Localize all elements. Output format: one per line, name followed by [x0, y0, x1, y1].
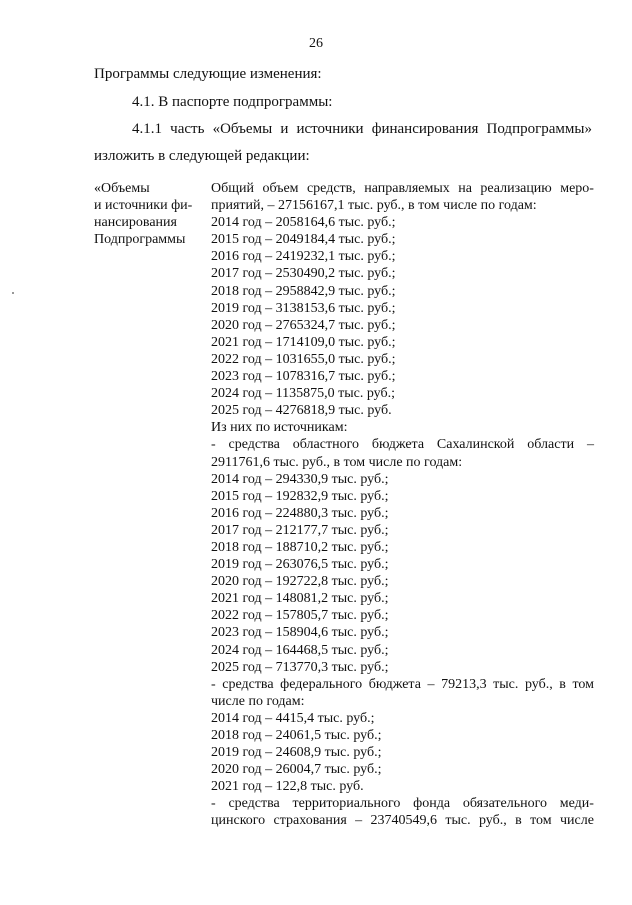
word: –	[586, 437, 594, 453]
word: в	[559, 676, 566, 692]
federal-year-2018: 2018 год – 24061,5 тыс. руб.;	[211, 728, 382, 743]
word: страхования	[273, 813, 347, 829]
total-year-2019: 2019 год – 3138153,6 тыс. руб.;	[211, 300, 396, 316]
intro-line-3	[132, 121, 592, 138]
federal-year-2019: 2019 год – 24608,9 тыс. руб.;	[211, 745, 382, 761]
page-number: 26	[309, 36, 323, 51]
regional-year-2016: 2016 год – 224880,3 тыс. руб.;	[211, 505, 389, 521]
word: -	[211, 676, 216, 692]
word: меди-	[559, 796, 594, 812]
word: Общий	[211, 181, 254, 196]
regional-year-2025: 2025 год – 713770,3 тыс. руб.;	[211, 659, 389, 675]
word: 23740549,6	[370, 813, 438, 829]
word: области	[527, 437, 575, 453]
word: –	[427, 676, 435, 692]
sources-heading: Из них по источникам:	[211, 420, 348, 436]
label-line: нансирования	[94, 215, 177, 231]
word: цинского	[211, 813, 266, 829]
federal-year-2020: 2020 год – 26004,7 тыс. руб.;	[211, 762, 382, 778]
word: тыс.	[493, 676, 519, 692]
word: 4.1.1	[132, 121, 162, 137]
word: средства	[228, 796, 280, 812]
total-year-2017: 2017 год – 2530490,2 тыс. руб.;	[211, 266, 396, 282]
word: средств,	[306, 181, 356, 196]
word: бюджета	[371, 437, 425, 453]
word: финансирования	[371, 121, 479, 137]
financing-content	[211, 180, 594, 830]
regional-line-1	[211, 436, 594, 453]
word: том	[530, 813, 552, 829]
word: и	[280, 121, 289, 137]
federal-year-2014: 2014 год – 4415,4 тыс. руб.;	[211, 710, 375, 726]
fund-line-2	[211, 812, 594, 829]
word: меро-	[560, 181, 594, 196]
section-label	[94, 180, 209, 248]
regional-year-2017: 2017 год – 212177,7 тыс. руб.;	[211, 522, 389, 538]
regional-year-2020: 2020 год – 192722,8 тыс. руб.;	[211, 574, 389, 590]
label-line: Подпрограммы	[94, 232, 186, 248]
regional-year-2019: 2019 год – 263076,5 тыс. руб.;	[211, 557, 389, 573]
regional-year-2015: 2015 год – 192832,9 тыс. руб.;	[211, 488, 389, 504]
total-year-2024: 2024 год – 1135875,0 тыс. руб.;	[211, 386, 395, 402]
word: тыс.	[445, 813, 471, 829]
word: числе	[559, 813, 594, 829]
regional-year-2014: 2014 год – 294330,9 тыс. руб.;	[211, 471, 389, 487]
word: областного	[292, 437, 359, 453]
regional-year-2022: 2022 год – 157805,7 тыс. руб.;	[211, 608, 389, 624]
regional-year-2023: 2023 год – 158904,6 тыс. руб.;	[211, 625, 389, 641]
word: средства	[222, 676, 274, 692]
total-year-2016: 2016 год – 2419232,1 тыс. руб.;	[211, 249, 396, 265]
word: территориального	[292, 796, 401, 812]
word: источники	[296, 121, 364, 137]
intro-line-4: изложить в следующей редакции:	[94, 148, 310, 164]
label-line: и источники фи-	[94, 198, 193, 214]
word: фонда	[413, 796, 451, 812]
word: -	[211, 796, 216, 812]
word: Сахалинской	[436, 437, 515, 453]
fund-line-1	[211, 795, 594, 812]
word: федерального	[280, 676, 363, 692]
intro-line-1: Программы следующие изменения:	[94, 66, 322, 82]
total-year-2023: 2023 год – 1078316,7 тыс. руб.;	[211, 369, 396, 385]
federal-line-2: числе по годам:	[211, 693, 305, 709]
word: реализацию	[480, 181, 552, 196]
total-year-2020: 2020 год – 2765324,7 тыс. руб.;	[211, 317, 396, 333]
word: руб.,	[478, 813, 507, 829]
word: направляемых	[364, 181, 450, 196]
federal-year-2021: 2021 год – 122,8 тыс. руб.	[211, 779, 364, 795]
regional-line-2: 2911761,6 тыс. руб., в том числе по годам:	[211, 454, 463, 470]
word: Подпрограммы»	[486, 121, 592, 137]
word: средства	[228, 437, 280, 453]
word: -	[211, 437, 216, 453]
word: на	[458, 181, 472, 196]
total-line-2: приятий, – 27156167,1 тыс. руб., в том числе по годам:	[211, 198, 537, 214]
word: обязательного	[462, 796, 548, 812]
word: «Объемы	[212, 121, 273, 137]
intro-line-2: 4.1. В паспорте подпрограммы:	[132, 94, 333, 110]
label-line: «Объемы	[94, 181, 150, 196]
total-year-2015: 2015 год – 2049184,4 тыс. руб.;	[211, 232, 396, 248]
word: 79213,3	[441, 676, 487, 692]
total-year-2014: 2014 год – 2058164,6 тыс. руб.;	[211, 215, 396, 231]
word: в	[515, 813, 522, 829]
regional-year-2021: 2021 год – 148081,2 тыс. руб.;	[211, 591, 389, 607]
federal-line-1	[211, 676, 594, 693]
word: руб.,	[524, 676, 553, 692]
total-line-1	[211, 180, 594, 197]
total-year-2021: 2021 год – 1714109,0 тыс. руб.;	[211, 334, 396, 350]
regional-year-2024: 2024 год – 164468,5 тыс. руб.;	[211, 642, 389, 658]
word: бюджета	[368, 676, 421, 692]
word: объем	[262, 181, 299, 196]
total-year-2022: 2022 год – 1031655,0 тыс. руб.;	[211, 351, 396, 367]
word: том	[572, 676, 594, 692]
scan-speck	[12, 292, 14, 294]
word: часть	[170, 121, 205, 137]
word: –	[355, 813, 363, 829]
total-year-2018: 2018 год – 2958842,9 тыс. руб.;	[211, 283, 396, 299]
regional-year-2018: 2018 год – 188710,2 тыс. руб.;	[211, 539, 389, 555]
total-year-2025: 2025 год – 4276818,9 тыс. руб.	[211, 403, 392, 419]
